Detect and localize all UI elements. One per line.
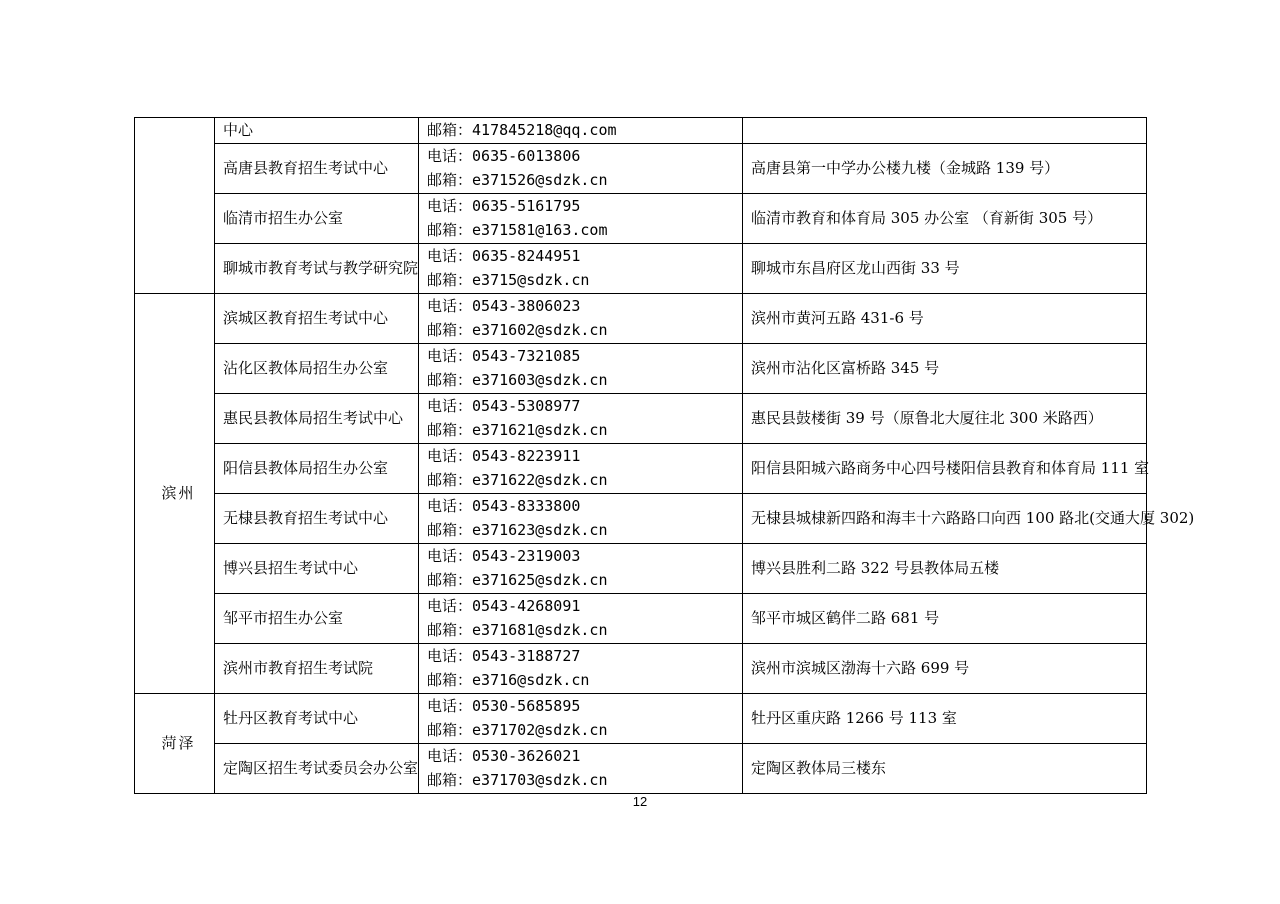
address-cell: 牡丹区重庆路 1266 号 113 室	[743, 693, 1147, 743]
table-row	[135, 593, 1147, 643]
address-cell: 邹平市城区鹤伴二路 681 号	[743, 593, 1147, 643]
phone-value: 0530-5685895	[472, 696, 581, 715]
table-row	[135, 393, 1147, 443]
region-cell: 菏泽	[135, 693, 215, 793]
phone-value: 0543-5308977	[472, 396, 581, 415]
phone-line	[427, 344, 742, 369]
email-label: 邮箱：	[427, 271, 473, 289]
email-label: 邮箱：	[427, 371, 473, 389]
email-label: 邮箱：	[427, 321, 473, 339]
address-cell: 惠民县鼓楼街 39 号（原鲁北大厦往北 300 米路西）	[743, 393, 1147, 443]
phone-line	[427, 294, 742, 319]
phone-label: 电话：	[427, 396, 473, 415]
contact-table	[134, 117, 1195, 794]
email-label: 邮箱：	[427, 121, 473, 139]
contact-cell	[419, 343, 743, 393]
email-label: 邮箱：	[427, 771, 473, 789]
email-label: 邮箱：	[427, 471, 473, 489]
email-line	[427, 568, 742, 593]
phone-value: 0543-3806023	[472, 296, 581, 315]
email-label: 邮箱：	[427, 671, 473, 689]
phone-label: 电话：	[427, 146, 473, 165]
table-row	[135, 493, 1147, 543]
email-value: e371621@sdzk.cn	[472, 421, 608, 439]
phone-label: 电话：	[427, 246, 473, 265]
region-cell	[135, 118, 215, 294]
email-value: e371603@sdzk.cn	[472, 371, 608, 389]
org-name: 高唐县教育招生考试中心	[215, 143, 419, 193]
phone-value: 0543-4268091	[472, 596, 581, 615]
phone-line	[427, 744, 742, 769]
contact-cell	[419, 243, 743, 293]
phone-value: 0635-5161795	[472, 196, 581, 215]
phone-value: 0635-8244951	[472, 246, 581, 265]
phone-line	[427, 444, 742, 469]
org-name: 聊城市教育考试与教学研究院	[215, 243, 419, 293]
email-value: 417845218@qq.com	[472, 121, 617, 139]
email-value: e371623@sdzk.cn	[472, 521, 608, 539]
email-value: e371602@sdzk.cn	[472, 321, 608, 339]
phone-line	[427, 694, 742, 719]
phone-value: 0543-7321085	[472, 346, 581, 365]
contact-cell	[419, 393, 743, 443]
email-label: 邮箱：	[427, 721, 473, 739]
table-row	[135, 193, 1147, 243]
email-label: 邮箱：	[427, 421, 473, 439]
org-name: 沾化区教体局招生办公室	[215, 343, 419, 393]
address-cell: 聊城市东昌府区龙山西街 33 号	[743, 243, 1147, 293]
org-name: 阳信县教体局招生办公室	[215, 443, 419, 493]
address-cell: 无棣县城棣新四路和海丰十六路路口向西 100 路北(交通大厦 302)	[743, 493, 1147, 543]
email-line	[427, 668, 742, 693]
email-value: e371581@163.com	[472, 221, 608, 239]
email-line	[427, 218, 742, 243]
email-value: e371702@sdzk.cn	[472, 721, 608, 739]
contact-cell	[419, 118, 743, 144]
phone-value: 0543-3188727	[472, 646, 581, 665]
org-name: 临清市招生办公室	[215, 193, 419, 243]
contact-cell	[419, 493, 743, 543]
org-name: 惠民县教体局招生考试中心	[215, 393, 419, 443]
address-cell: 临清市教育和体育局 305 办公室 （育新街 305 号）	[743, 193, 1147, 243]
address-cell: 定陶区教体局三楼东	[743, 743, 1147, 793]
address-cell: 高唐县第一中学办公楼九楼（金城路 139 号）	[743, 143, 1147, 193]
table-row	[135, 543, 1147, 593]
address-cell: 阳信县阳城六路商务中心四号楼阳信县教育和体育局 111 室	[743, 443, 1147, 493]
table-row	[135, 693, 1147, 743]
phone-value: 0530-3626021	[472, 746, 581, 765]
org-name: 博兴县招生考试中心	[215, 543, 419, 593]
org-name: 滨城区教育招生考试中心	[215, 293, 419, 343]
address-cell: 滨州市黄河五路 431-6 号	[743, 293, 1147, 343]
table-row	[135, 243, 1147, 293]
contact-cell	[419, 443, 743, 493]
email-value: e3715@sdzk.cn	[472, 271, 590, 289]
email-line	[427, 118, 742, 143]
table-row	[135, 143, 1147, 193]
org-name: 无棣县教育招生考试中心	[215, 493, 419, 543]
email-label: 邮箱：	[427, 571, 473, 589]
email-value: e371526@sdzk.cn	[472, 171, 608, 189]
phone-value: 0543-8223911	[472, 446, 581, 465]
phone-label: 电话：	[427, 696, 473, 715]
org-name: 定陶区招生考试委员会办公室	[215, 743, 419, 793]
phone-value: 0543-2319003	[472, 546, 581, 565]
email-line	[427, 518, 742, 543]
table-row	[135, 293, 1147, 343]
address-cell	[743, 118, 1147, 144]
contact-cell	[419, 693, 743, 743]
email-line	[427, 768, 742, 793]
phone-label: 电话：	[427, 296, 473, 315]
contact-cell	[419, 143, 743, 193]
org-name: 邹平市招生办公室	[215, 593, 419, 643]
email-label: 邮箱：	[427, 221, 473, 239]
email-value: e3716@sdzk.cn	[472, 671, 590, 689]
phone-label: 电话：	[427, 746, 473, 765]
email-line	[427, 418, 742, 443]
page-number: 12	[632, 794, 648, 809]
email-line	[427, 168, 742, 193]
phone-label: 电话：	[427, 196, 473, 215]
email-label: 邮箱：	[427, 621, 473, 639]
email-value: e371703@sdzk.cn	[472, 771, 608, 789]
email-label: 邮箱：	[427, 521, 473, 539]
phone-line	[427, 394, 742, 419]
phone-line	[427, 494, 742, 519]
phone-label: 电话：	[427, 446, 473, 465]
phone-label: 电话：	[427, 496, 473, 515]
phone-value: 0635-6013806	[472, 146, 581, 165]
contact-cell	[419, 643, 743, 693]
contact-cell	[419, 593, 743, 643]
contact-cell	[419, 293, 743, 343]
email-line	[427, 318, 742, 343]
table-row	[135, 643, 1147, 693]
region-cell: 滨州	[135, 293, 215, 693]
phone-line	[427, 144, 742, 169]
org-name: 牡丹区教育考试中心	[215, 693, 419, 743]
phone-line	[427, 594, 742, 619]
table-row	[135, 743, 1147, 793]
phone-line	[427, 644, 742, 669]
table-row	[135, 343, 1147, 393]
contact-cell	[419, 743, 743, 793]
org-name: 滨州市教育招生考试院	[215, 643, 419, 693]
email-value: e371622@sdzk.cn	[472, 471, 608, 489]
email-line	[427, 368, 742, 393]
address-cell: 博兴县胜利二路 322 号县教体局五楼	[743, 543, 1147, 593]
phone-label: 电话：	[427, 646, 473, 665]
email-line	[427, 268, 742, 293]
org-name: 中心	[215, 118, 419, 144]
table-row	[135, 443, 1147, 493]
table-row	[135, 118, 1147, 144]
email-line	[427, 618, 742, 643]
phone-line	[427, 244, 742, 269]
address-cell: 滨州市滨城区渤海十六路 699 号	[743, 643, 1147, 693]
email-value: e371625@sdzk.cn	[472, 571, 608, 589]
contact-cell	[419, 193, 743, 243]
email-value: e371681@sdzk.cn	[472, 621, 608, 639]
phone-value: 0543-8333800	[472, 496, 581, 515]
phone-label: 电话：	[427, 546, 473, 565]
contact-cell	[419, 543, 743, 593]
email-line	[427, 468, 742, 493]
email-label: 邮箱：	[427, 171, 473, 189]
phone-label: 电话：	[427, 346, 473, 365]
email-line	[427, 718, 742, 743]
address-cell: 滨州市沾化区富桥路 345 号	[743, 343, 1147, 393]
phone-line	[427, 194, 742, 219]
phone-line	[427, 544, 742, 569]
phone-label: 电话：	[427, 596, 473, 615]
